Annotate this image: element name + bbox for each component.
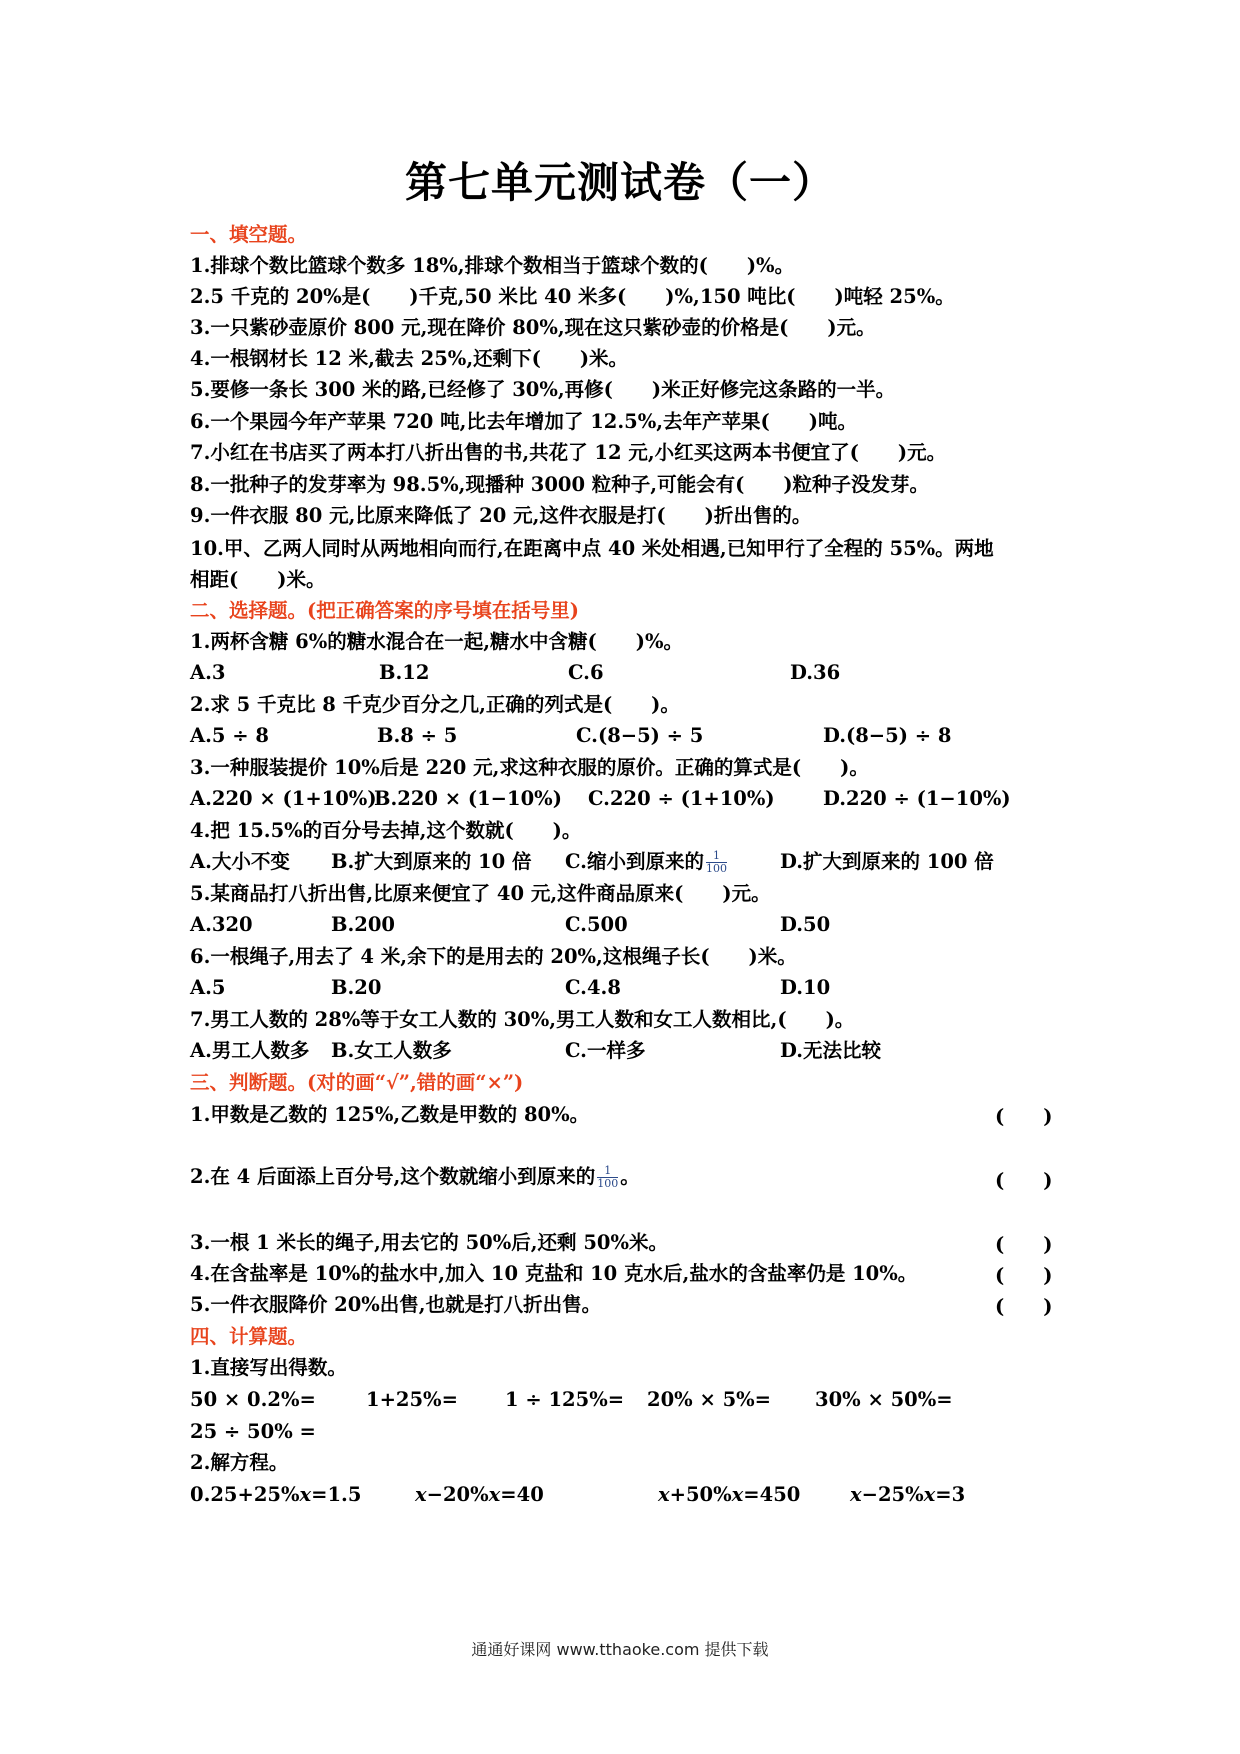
choice-question-3: 3.一种服装提价 10%后是 220 元,求这种衣服的原价。正确的算式是( )。 [190, 756, 869, 779]
fraction-numerator: 1 [712, 849, 720, 862]
option [565, 848, 729, 876]
equation [415, 1481, 544, 1509]
option: C.220 ÷ (1+10%) [588, 787, 775, 810]
calc-item: 1 ÷ 125%= [505, 1388, 625, 1411]
calc-question-1: 1.直接写出得数。 [190, 1356, 347, 1379]
variable: x [731, 1483, 744, 1506]
fill-question-3: 3.一只紫砂壶原价 800 元,现在降价 80%,现在这只紫砂壶的价格是( )元。 [190, 316, 876, 339]
section-judge-heading: 三、判断题。(对的画“√”,错的画“×”) [190, 1071, 524, 1094]
fill-question-8: 8.一批种子的发芽率为 98.5%,现播种 3000 粒种子,可能会有( )粒种子没发芽。 [190, 473, 930, 496]
answer-parentheses: ( ) [995, 1295, 1053, 1318]
fill-question-5: 5.要修一条长 300 米的路,已经修了 30%,再修( )米正好修完这条路的一半。 [190, 378, 896, 401]
fill-question-1: 1.排球个数比篮球个数多 18%,排球个数相当于篮球个数的( )%。 [190, 254, 795, 277]
option-text: C.缩小到原来的 [565, 850, 704, 873]
variable: x [850, 1483, 862, 1506]
option: A.5 ÷ 8 [190, 724, 269, 747]
equation-left: −20% [426, 1483, 489, 1506]
option: D.10 [780, 976, 831, 999]
calc-item: 1+25%= [366, 1388, 458, 1411]
fill-question-4: 4.一根钢材长 12 米,截去 25%,还剩下( )米。 [190, 347, 629, 370]
equation-right: =3 [935, 1483, 966, 1506]
choice-question-7: 7.男工人数的 28%等于女工人数的 30%,男工人数和女工人数相比,( )。 [190, 1008, 855, 1031]
equation-right: =1.5 [311, 1483, 362, 1506]
option: A.男工人数多 [190, 1039, 310, 1062]
fill-question-7: 7.小红在书店买了两本打八折出售的书,共花了 12 元,小红买这两本书便宜了( )元。 [190, 441, 947, 464]
equation-right: =450 [743, 1483, 801, 1506]
judge-question-2-text: 2.在 4 后面添上百分号,这个数就缩小到原来的 [190, 1165, 596, 1188]
judge-question-4: 4.在含盐率是 10%的盐水中,加入 10 克盐和 10 克水后,盐水的含盐率仍是 10%。 [190, 1262, 918, 1285]
equation [850, 1481, 965, 1509]
option: A.5 [190, 976, 226, 999]
calc-item: 30% × 50%= [815, 1388, 953, 1411]
option: D.220 ÷ (1−10%) [823, 787, 1011, 810]
fraction-numerator: 1 [604, 1164, 612, 1177]
option: C.500 [565, 913, 628, 936]
equation-right: =40 [500, 1483, 544, 1506]
judge-question-2 [190, 1163, 640, 1191]
fraction-one-hundredth [706, 850, 727, 875]
fraction-one-hundredth [597, 1165, 618, 1190]
answer-parentheses: ( ) [995, 1233, 1053, 1256]
option: B.8 ÷ 5 [377, 724, 458, 747]
option: D.50 [780, 913, 831, 936]
section-choice-heading: 二、选择题。(把正确答案的序号填在括号里) [190, 599, 579, 622]
option: A.大小不变 [190, 850, 290, 873]
option: B.20 [331, 976, 382, 999]
fill-question-9: 9.一件衣服 80 元,比原来降低了 20 元,这件衣服是打( )折出售的。 [190, 504, 812, 527]
option: A.320 [190, 913, 253, 936]
variable: x [299, 1483, 312, 1506]
answer-parentheses: ( ) [995, 1105, 1053, 1128]
option: A.220 × (1+10%) [190, 787, 377, 810]
option: B.12 [379, 661, 430, 684]
answer-parentheses: ( ) [995, 1264, 1053, 1287]
section-calc-heading: 四、计算题。 [190, 1325, 308, 1348]
judge-question-5: 5.一件衣服降价 20%出售,也就是打八折出售。 [190, 1293, 602, 1316]
variable: x [923, 1483, 936, 1506]
choice-question-2: 2.求 5 千克比 8 千克少百分之几,正确的列式是( )。 [190, 693, 680, 716]
equation-left: +50% [669, 1483, 732, 1506]
equation [658, 1481, 800, 1509]
option: C.6 [568, 661, 604, 684]
page-title: 第七单元测试卷（一） [404, 158, 835, 207]
option: C.4.8 [565, 976, 621, 999]
choice-question-4: 4.把 15.5%的百分号去掉,这个数就( )。 [190, 819, 582, 842]
fraction-denominator: 100 [597, 1177, 619, 1190]
equation-left: 0.25+25% [190, 1483, 300, 1506]
option: D.(8−5) ÷ 8 [823, 724, 952, 747]
period: 。 [620, 1165, 640, 1188]
choice-question-1: 1.两杯含糖 6%的糖水混合在一起,糖水中含糖( )%。 [190, 630, 684, 653]
choice-question-5: 5.某商品打八折出售,比原来便宜了 40 元,这件商品原来( )元。 [190, 882, 771, 905]
fraction-denominator: 100 [705, 862, 727, 875]
equation [190, 1481, 361, 1509]
option: D.扩大到原来的 100 倍 [780, 850, 994, 873]
option: B.女工人数多 [331, 1039, 452, 1062]
calc-question-2: 2.解方程。 [190, 1451, 289, 1474]
calc-item: 50 × 0.2%= [190, 1388, 316, 1411]
calc-item: 20% × 5%= [647, 1388, 772, 1411]
option: B.200 [331, 913, 395, 936]
option: B.扩大到原来的 10 倍 [331, 850, 532, 873]
option: C.(8−5) ÷ 5 [576, 724, 704, 747]
variable: x [488, 1483, 501, 1506]
judge-question-1: 1.甲数是乙数的 125%,乙数是甲数的 80%。 [190, 1103, 590, 1126]
option: B.220 × (1−10%) [374, 787, 562, 810]
fill-question-10-cont: 相距( )米。 [190, 568, 326, 591]
fill-question-2: 2.5 千克的 20%是( )千克,50 米比 40 米多( )%,150 吨比( )吨轻 25%。 [190, 285, 955, 308]
option: C.一样多 [565, 1039, 646, 1062]
calc-item: 25 ÷ 50% = [190, 1420, 316, 1443]
fill-question-6: 6.一个果园今年产苹果 720 吨,比去年增加了 12.5%,去年产苹果( )吨。 [190, 410, 857, 433]
answer-parentheses: ( ) [995, 1169, 1053, 1192]
footer-source: 通通好课网 www.tthaoke.com 提供下载 [471, 1640, 769, 1659]
variable: x [415, 1483, 427, 1506]
option: D.36 [790, 661, 841, 684]
choice-question-6: 6.一根绳子,用去了 4 米,余下的是用去的 20%,这根绳子长( )米。 [190, 945, 797, 968]
section-fill-heading: 一、填空题。 [190, 223, 308, 246]
equation-left: −25% [861, 1483, 924, 1506]
fill-question-10: 10.甲、乙两人同时从两地相向而行,在距离中点 40 米处相遇,已知甲行了全程的 55%。两地 [190, 537, 994, 560]
judge-question-3: 3.一根 1 米长的绳子,用去它的 50%后,还剩 50%米。 [190, 1231, 668, 1254]
option: A.3 [190, 661, 226, 684]
variable: x [658, 1483, 670, 1506]
option: D.无法比较 [780, 1039, 882, 1062]
